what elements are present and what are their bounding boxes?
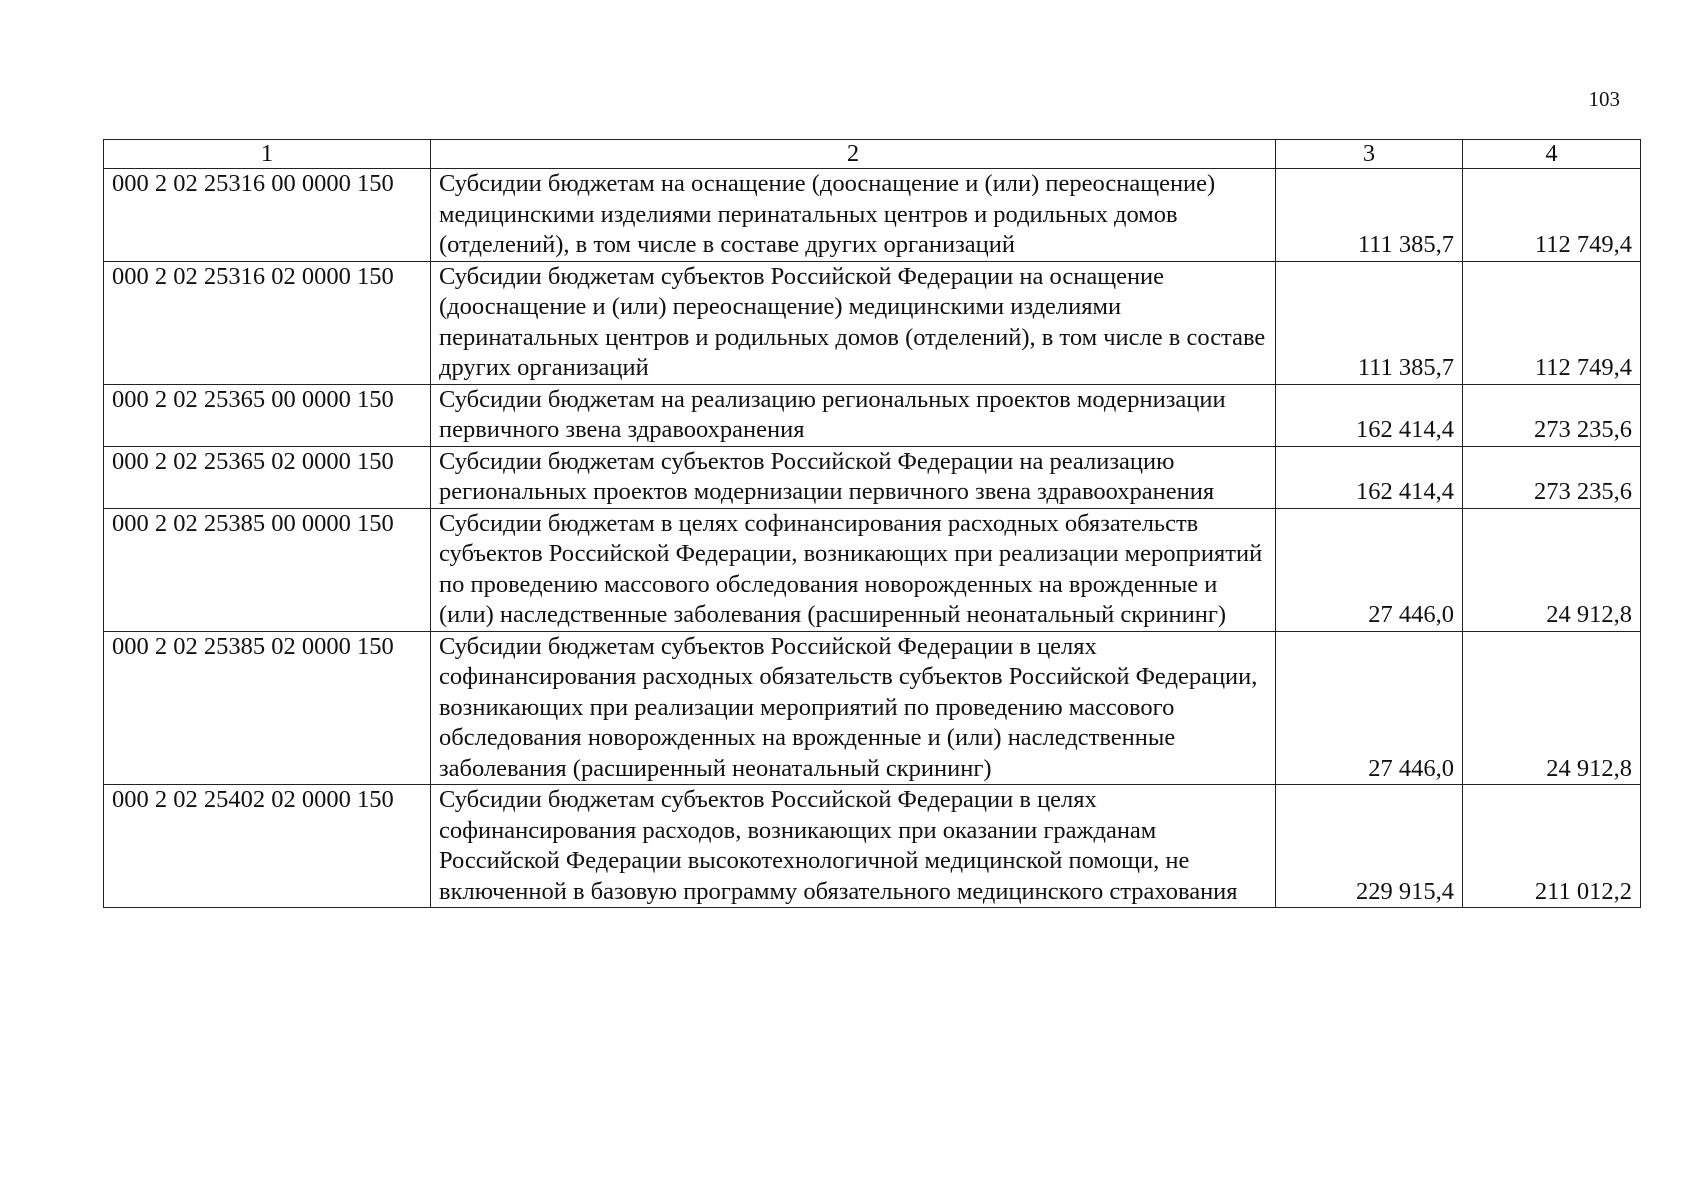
description-cell: Субсидии бюджетам субъектов Российской Федерации на реализацию региональных проектов модернизации первичного звена здравоохранения	[431, 446, 1276, 508]
budget-code-cell: 000 2 02 25385 02 0000 150	[104, 631, 431, 785]
table-row	[104, 785, 1641, 908]
description-cell: Субсидии бюджетам в целях софинансирования расходных обязательств субъектов Российской Федерации, возникающих при реализации мероприятий по проведению массового обследования новорожденных на врожденные и (или) наследственные заболевания (расширенный неонатальный скрининг)	[431, 508, 1276, 631]
amount-col3-cell: 111 385,7	[1276, 261, 1463, 384]
amount-col3-cell: 27 446,0	[1276, 508, 1463, 631]
amount-col3-cell: 111 385,7	[1276, 169, 1463, 262]
amount-col3-cell: 162 414,4	[1276, 384, 1463, 446]
amount-col3-cell: 162 414,4	[1276, 446, 1463, 508]
column-header-4: 4	[1463, 140, 1641, 169]
budget-code-cell: 000 2 02 25316 00 0000 150	[104, 169, 431, 262]
column-header-3: 3	[1276, 140, 1463, 169]
column-header-1: 1	[104, 140, 431, 169]
budget-code-cell: 000 2 02 25365 02 0000 150	[104, 446, 431, 508]
amount-col4-cell: 112 749,4	[1463, 169, 1641, 262]
table-header-row	[104, 140, 1641, 169]
amount-col4-cell: 24 912,8	[1463, 508, 1641, 631]
amount-col4-cell: 273 235,6	[1463, 446, 1641, 508]
description-cell: Субсидии бюджетам субъектов Российской Федерации в целях софинансирования расходных обязательств субъектов Российской Федерации, возникающих при реализации мероприятий по проведению массового обследования новорожденных на врожденные и (или) наследственные заболевания (расширенный неонатальный скрининг)	[431, 631, 1276, 785]
amount-col4-cell: 112 749,4	[1463, 261, 1641, 384]
table-row	[104, 631, 1641, 785]
amount-col3-cell: 229 915,4	[1276, 785, 1463, 908]
budget-code-cell: 000 2 02 25316 02 0000 150	[104, 261, 431, 384]
page-number: 103	[1588, 87, 1620, 111]
amount-col4-cell: 211 012,2	[1463, 785, 1641, 908]
table-row	[104, 446, 1641, 508]
budget-code-cell: 000 2 02 25402 02 0000 150	[104, 785, 431, 908]
amount-col3-cell: 27 446,0	[1276, 631, 1463, 785]
amount-col4-cell: 273 235,6	[1463, 384, 1641, 446]
description-cell: Субсидии бюджетам субъектов Российской Федерации в целях софинансирования расходов, возникающих при оказании гражданам Российской Федерации высокотехнологичной медицинской помощи, не включенной в базовую программу обязательного медицинского страхования	[431, 785, 1276, 908]
column-header-2: 2	[431, 140, 1276, 169]
amount-col4-cell: 24 912,8	[1463, 631, 1641, 785]
budget-code-cell: 000 2 02 25385 00 0000 150	[104, 508, 431, 631]
description-cell: Субсидии бюджетам на оснащение (дооснащение и (или) переоснащение) медицинскими изделиями перинатальных центров и родильных домов (отделений), в том числе в составе других организаций	[431, 169, 1276, 262]
table-row	[104, 384, 1641, 446]
table-row	[104, 508, 1641, 631]
budget-code-cell: 000 2 02 25365 00 0000 150	[104, 384, 431, 446]
description-cell: Субсидии бюджетам субъектов Российской Федерации на оснащение (дооснащение и (или) переоснащение) медицинскими изделиями перинатальных центров и родильных домов (отделений), в том числе в составе других организаций	[431, 261, 1276, 384]
description-cell: Субсидии бюджетам на реализацию региональных проектов модернизации первичного звена здравоохранения	[431, 384, 1276, 446]
table-row	[104, 169, 1641, 262]
budget-table	[103, 139, 1641, 908]
table-row	[104, 261, 1641, 384]
